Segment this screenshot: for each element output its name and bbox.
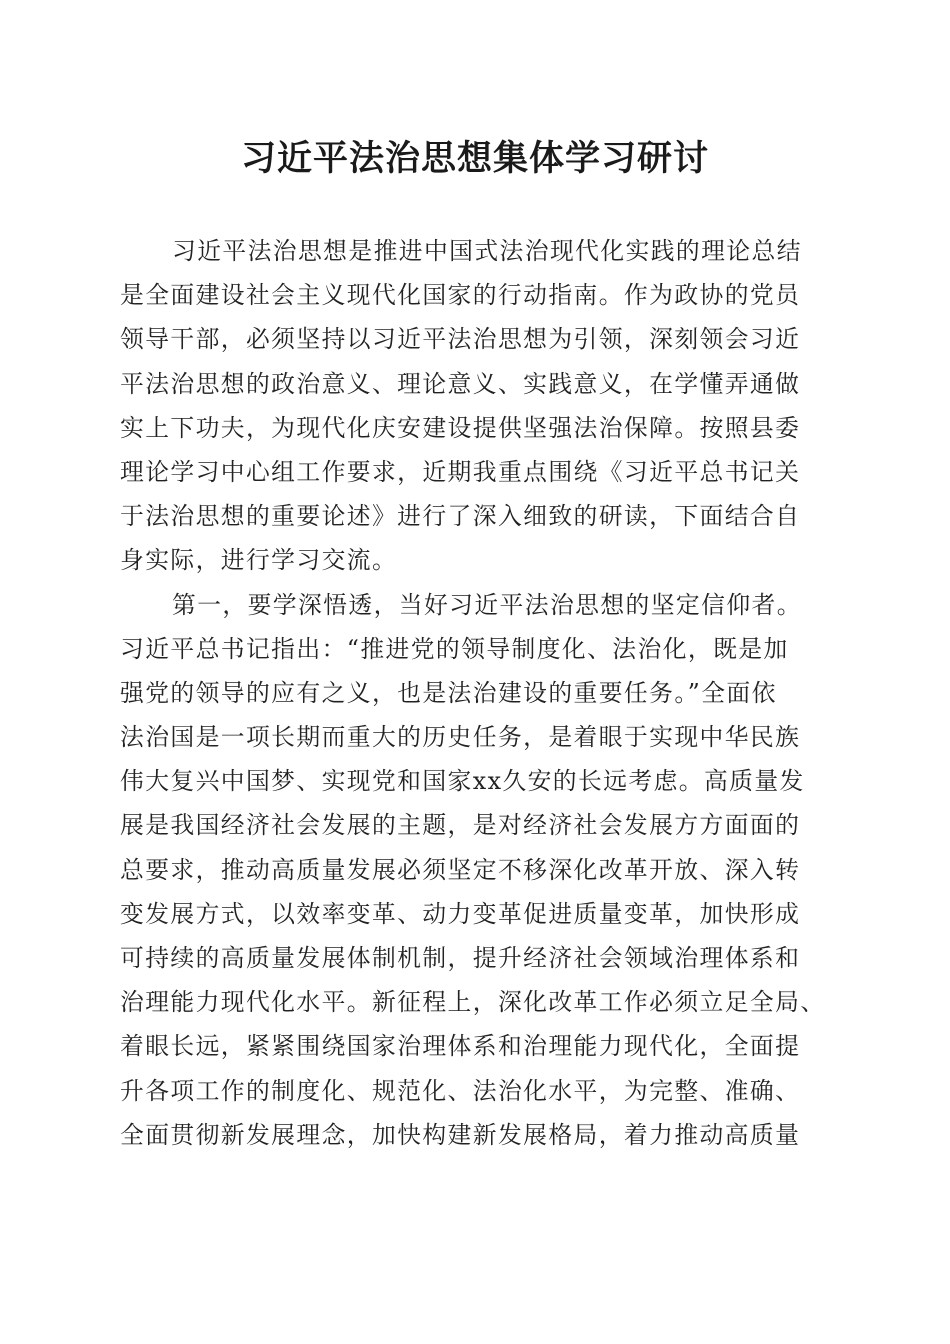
text-line: 展是我国经济社会发展的主题，是对经济社会发展方方面面的	[120, 811, 801, 840]
page-title: 习近平法治思想集体学习研讨	[240, 138, 709, 179]
text-line: 治理能力现代化水平。新征程上，深化改革工作必须立足全局、	[120, 988, 826, 1017]
text-line: 实上下功夫，为现代化庆安建设提供坚强法治保障。按照县委	[120, 413, 801, 442]
text-line: 理论学习中心组工作要求，近期我重点围绕《习近平总书记关	[120, 457, 801, 486]
text-line: 习近平总书记指出：“推进党的领导制度化、法治化，既是加	[120, 634, 789, 663]
text-line: 是全面建设社会主义现代化国家的行动指南。作为政协的党员	[120, 281, 801, 310]
text-line: 于法治思想的重要论述》进行了深入细致的研读，下面结合自	[120, 502, 801, 531]
text-line: 身实际，进行学习交流。	[120, 546, 398, 575]
text-line: 领导干部，必须坚持以习近平法治思想为引领，深刻领会习近	[120, 325, 801, 354]
text-line: 第一，要学深悟透，当好习近平法治思想的坚定信仰者。	[172, 590, 802, 619]
text-line: 强党的领导的应有之义，也是法治建设的重要任务。”全面依	[120, 678, 777, 707]
paragraph-intro	[120, 229, 825, 583]
text-line: 全面贯彻新发展理念，加快构建新发展格局，着力推动高质量	[120, 1120, 801, 1149]
text-line: 伟大复兴中国梦、实现党和国家xx久安的长远考虑。高质量发	[120, 767, 805, 796]
paragraph-first-point	[120, 583, 825, 1157]
text-line: 总要求，推动高质量发展必须坚定不移深化改革开放、深入转	[120, 855, 801, 884]
text-line: 法治国是一项长期而重大的历史任务，是着眼于实现中华民族	[120, 723, 801, 752]
text-line: 着眼长远，紧紧围绕国家治理体系和治理能力现代化，全面提	[120, 1032, 801, 1061]
document-body	[120, 229, 825, 1157]
text-line: 习近平法治思想是推进中国式法治现代化实践的理论总结	[172, 237, 802, 265]
text-line: 可持续的高质量发展体制机制，提升经济社会领域治理体系和	[120, 944, 801, 972]
text-line: 升各项工作的制度化、规范化、法治化水平，为完整、准确、	[120, 1076, 801, 1105]
text-line: 变发展方式，以效率变革、动力变革促进质量变革，加快形成	[120, 899, 801, 928]
text-line: 平法治思想的政治意义、理论意义、实践意义，在学懂弄通做	[120, 369, 801, 398]
